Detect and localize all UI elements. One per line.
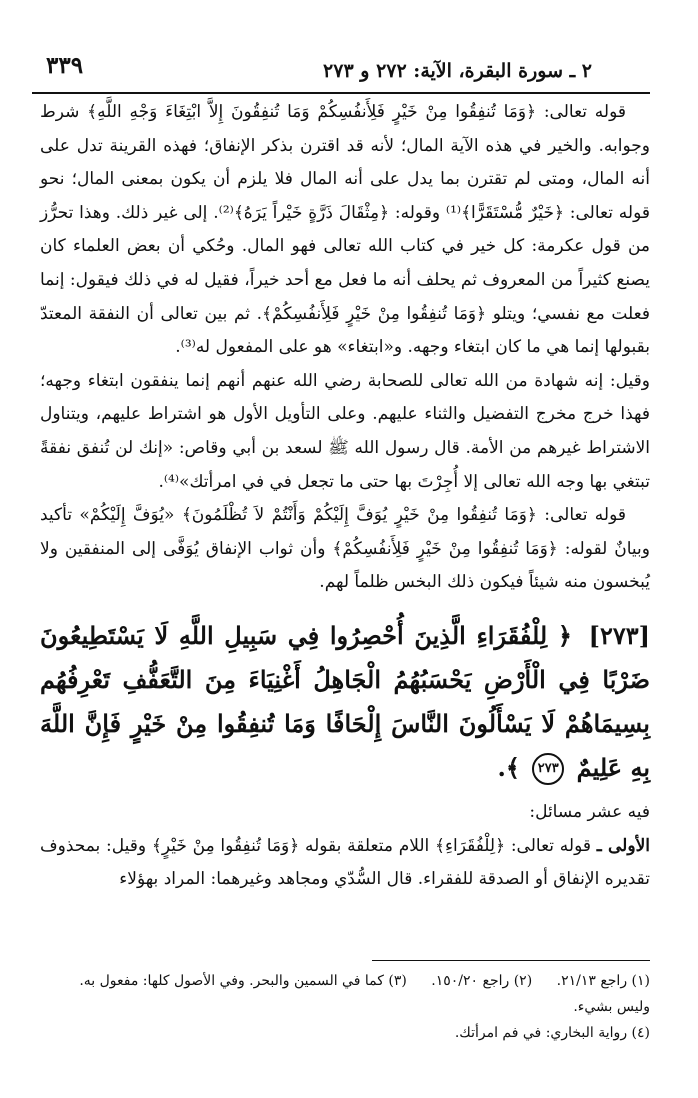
verse-closing: ﴾. — [497, 752, 520, 782]
verse-number: [٢٧٣] — [588, 620, 650, 650]
footnote-divider — [372, 960, 650, 961]
footnotes — [44, 968, 650, 1046]
paragraph-2: وقيل: إنه شهادة من الله تعالى للصحابة رضي الله عنهم أنهم إنما ينفقون ابتغاء وجهه؛ فهذا خرج مخرج التفضيل والثناء عليهم. وعلى التأويل الأول هو اشتراط عليهم، ويتناول الاشتراط غيرهم من الأمة. قال رسول الله ﷺ لسعد بن أبي وقاص: «إنك لن تُنفق نفقةً تبتغي بها وجه الله تعالى إلا أُجِرْتَ بها حتى ما تجعل في في امرأتك»⁽⁴⁾. — [40, 370, 650, 492]
paragraph-3: قوله تعالى: ﴿وَمَا تُنفِقُوا مِنْ خَيْرٍ يُوَفَّ إِلَيْكُمْ وَأَنْتُمْ لاَ تُظْلَمُونَ﴾ «يُوَفَّ إِلَيْكُمْ» تأكيد وبيانٌ لقوله: ﴿وَمَا تُنفِقُوا مِنْ خَيْرٍ فَلِأَنفُسِكُمْ﴾ وأن ثواب الإنفاق يُوَفَّى إلى المنفقين ولا يُبخسون منه شيئاً فيكون ذلك البخس ظلماً لهم. — [40, 505, 650, 593]
verse-text: ﴿ لِلْفُقَرَاءِ الَّذِينَ أُحْصِرُوا فِي سَبِيلِ اللَّهِ لَا يَسْتَطِيعُونَ ضَرْبًا فِي الْأَرْضِ يَحْسَبُهُمُ الْجَاهِلُ أَغْنِيَاءَ مِنَ التَّعَفُّفِ تَعْرِفُهُم بِسِيمَاهُمْ لَا يَسْأَلُونَ النَّاسَ إِلْحَافًا وَمَا تُنفِقُوا مِنْ خَيْرٍ فَإِنَّ اللَّهَ بِهِ عَلِيمٌ — [40, 620, 650, 782]
issue-first-text: قوله تعالى: ﴿لِلْفُقَرَاءِ﴾ اللام متعلقة بقوله ﴿وَمَا تُنفِقُوا مِنْ خَيْرٍ﴾ وقيل: بمحذوف تقديره الإنفاق أو الصدقة للفقراء. قال السُّدّي ومجاهد وغيرهما: المراد بهؤلاء — [40, 835, 650, 890]
issue-first-label: الأولى ـ — [596, 835, 650, 856]
page-number: ٣٣٩ — [46, 52, 84, 79]
main-text — [40, 96, 650, 897]
footnote-line-2 — [44, 1020, 650, 1046]
issues-intro: فيه عشر مسائل: — [529, 801, 650, 822]
footnote-line-1 — [44, 968, 650, 1020]
footnote-3: (٣) كما في السمين والبحر. وفي الأصول كلها: مفعول به. وليس بشيء. — [79, 973, 650, 1015]
quran-verse — [40, 614, 650, 790]
footnote-1: (١) راجع ٢١/١٣. — [556, 973, 650, 989]
issue-first — [40, 830, 650, 897]
verse-end-marker: ٢٧٣ — [532, 753, 564, 785]
running-title: ٢ ـ سورة البقرة، الآية: ٢٧٢ و ٢٧٣ — [323, 60, 592, 82]
footnote-4: (٤) رواية البخاري: في فم امرأتك. — [454, 1025, 650, 1041]
paragraph-1: قوله تعالى: ﴿وَمَا تُنفِقُوا مِنْ خَيْرٍ فَلِأَنفُسِكُمْ وَمَا تُنفِقُونَ إِلاَّ ابْتِغَاءَ وَجْهِ اللَّهِ﴾ شرط وجوابه. والخير في هذه الآية المال؛ لأنه قد اقترن بذكر الإنفاق؛ فهذه القرينة تدل على أنه المال، ومتى لم تقترن بما يدل على أنه المال فلا يلزم أن يكون بمعنى المال؛ نحو قوله تعالى: ﴿خَيْرٌ مُّسْتَقَرًّا﴾⁽¹⁾ وقوله: ﴿مِثْقَالَ ذَرَّةٍ خَيْراً يَرَهُ﴾⁽²⁾. إلى غير ذلك. وهذا تحرُّز من قول عكرمة: كل خير في كتاب الله تعالى فهو المال. وحُكي أن بعض العلماء كان يصنع كثيراً من المعروف ثم يحلف أنه ما فعل مع أحد خيراً، فقيل له في ذلك فيقول: إنما فعلت مع نفسي؛ ويتلو ﴿وَمَا تُنفِقُوا مِنْ خَيْرٍ فَلِأَنفُسِكُمْ﴾. ثم بين تعالى أن النفقة المعتدّ بقبولها إنما هي ما كان ابتغاء وجهه. و«ابتغاء» هو على المفعول له⁽³⁾. — [40, 102, 651, 358]
footnote-2: (٢) راجع ١٥٠/٢٠. — [431, 973, 533, 989]
page-header — [32, 52, 650, 94]
